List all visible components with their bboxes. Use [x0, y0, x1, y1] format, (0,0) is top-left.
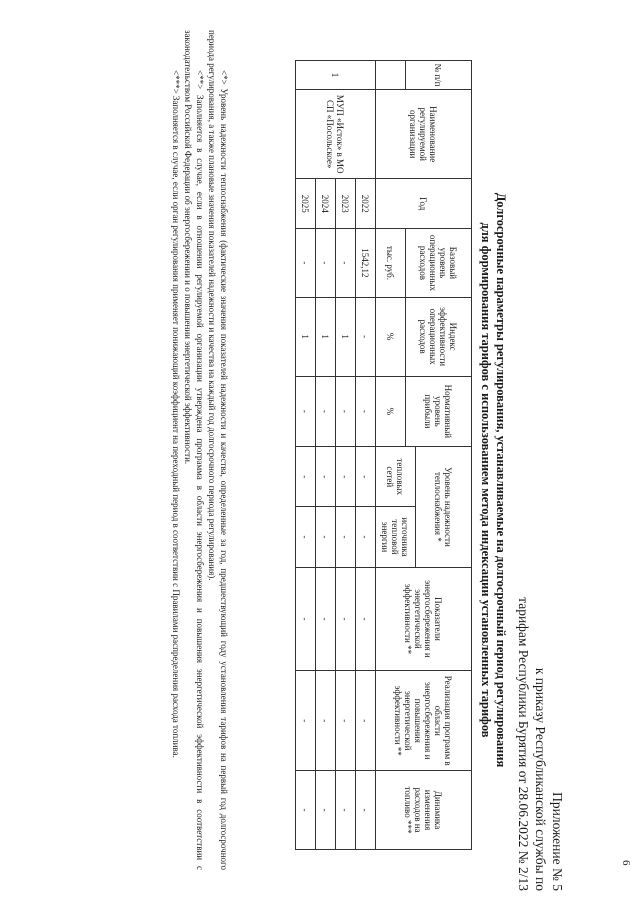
- row-org-name: МУП «Исток» в МО СП «Посольское»: [296, 90, 376, 179]
- cell-energy: -: [356, 567, 376, 671]
- cell-energy: -: [296, 567, 316, 671]
- title-line-1: Долгосрочные параметры регулирования, устанавливаемые на долгосрочный период регулирования: [494, 192, 508, 768]
- header-reliability-networks: тепловых сетей: [376, 447, 416, 507]
- cell-index: 1: [296, 297, 316, 376]
- table-row: [336, 61, 356, 850]
- cell-year: 2024: [316, 179, 336, 229]
- cell-rel-net: -: [356, 447, 376, 507]
- cell-rel-net: -: [296, 447, 316, 507]
- header-energy-programs: Реализация программ в области энергосбережения и повышения энергетической эффективности **: [376, 671, 472, 771]
- table-row: [316, 61, 336, 850]
- cell-energy: -: [316, 567, 336, 671]
- cell-programs: -: [356, 671, 376, 771]
- cell-index: 1: [336, 297, 356, 376]
- table-row: [296, 61, 316, 850]
- cell-year: 2023: [336, 179, 356, 229]
- footnotes: [170, 30, 230, 870]
- header-reliability-source: источника тепловой энергии: [376, 507, 416, 567]
- cell-rel-src: -: [316, 507, 336, 567]
- cell-index: -: [356, 297, 376, 376]
- page-number: 6: [620, 860, 632, 866]
- cell-base: -: [296, 229, 316, 298]
- header-reliability: Уровень надежности теплоснабжения *: [416, 447, 472, 567]
- header-org: Наименование регулируемой организации: [376, 90, 472, 179]
- cell-programs: -: [336, 671, 356, 771]
- title-line-2: для формирования тарифов с использованием метода индексации установленных тарифов: [479, 222, 493, 738]
- cell-base: 1542,12: [356, 229, 376, 298]
- document-title: [478, 100, 508, 860]
- unit-index: %: [376, 297, 406, 376]
- footnote-reliability: <*> Уровень надежности теплоснабжения (фактические значения показателей надежности и качества, определенные за год, предшествующий году установления тарифов на первый год долгосрочного периода регулирования, а также плановые значения показателей надежности и качества на каждый год долгосрочного периода регулирования).: [207, 30, 229, 870]
- header-base-level: Базовый уровень операционных расходов: [406, 229, 472, 298]
- cell-year: 2025: [296, 179, 316, 229]
- cell-norm: -: [336, 376, 356, 447]
- cell-programs: -: [296, 671, 316, 771]
- footnote-fuel: <***> Заполняется в случае, если орган регулирования применяет понижающий коэффициент на переходный период в соответствии с Правилами распределения расхода топлива.: [171, 70, 181, 758]
- unit-num-empty: [376, 61, 406, 90]
- cell-programs: -: [316, 671, 336, 771]
- parameters-table: [295, 60, 472, 850]
- cell-index: 1: [316, 297, 336, 376]
- cell-rel-src: -: [296, 507, 316, 567]
- cell-rel-src: -: [356, 507, 376, 567]
- header-fuel-dynamics: Динамика изменения расходов на топливо ***: [376, 771, 472, 850]
- appendix-line-1: Приложение № 5: [550, 792, 565, 891]
- cell-base: -: [336, 229, 356, 298]
- cell-dynamics: -: [296, 771, 316, 850]
- header-year: Год: [376, 179, 472, 229]
- unit-norm: %: [376, 376, 406, 447]
- cell-rel-net: -: [316, 447, 336, 507]
- table-row: [356, 61, 376, 850]
- cell-norm: -: [356, 376, 376, 447]
- cell-base: -: [316, 229, 336, 298]
- appendix-header: [515, 597, 566, 891]
- footnote-energy: <**> Заполняется в случае, если в отношении регулируемой организации утверждена программа в области энергосбережения и повышения энергетической эффективности в соответствии с законодательством Российской Федерации об энергосбережении и о повышении энергетической эффективности.: [183, 30, 205, 870]
- appendix-line-2: к приказу Республиканской службы по: [533, 667, 548, 891]
- cell-norm: -: [296, 376, 316, 447]
- unit-base: тыс. руб.: [376, 229, 406, 298]
- cell-rel-net: -: [336, 447, 356, 507]
- row-num: 1: [296, 61, 376, 90]
- cell-norm: -: [316, 376, 336, 447]
- header-efficiency-index: Индекс эффективности операционных расходов: [406, 297, 472, 376]
- cell-dynamics: -: [336, 771, 356, 850]
- cell-rel-src: -: [336, 507, 356, 567]
- cell-year: 2022: [356, 179, 376, 229]
- header-profit-norm: Нормативный уровень прибыли: [406, 376, 472, 447]
- cell-dynamics: -: [356, 771, 376, 850]
- appendix-line-3: тарифам Республики Бурятия от 28.06.2022 № 2/13: [516, 597, 531, 891]
- header-energy-indicators: Показатели энергосбережения и энергетической эффективности **: [376, 567, 472, 671]
- header-num: № п/п: [406, 61, 472, 90]
- cell-dynamics: -: [316, 771, 336, 850]
- cell-energy: -: [336, 567, 356, 671]
